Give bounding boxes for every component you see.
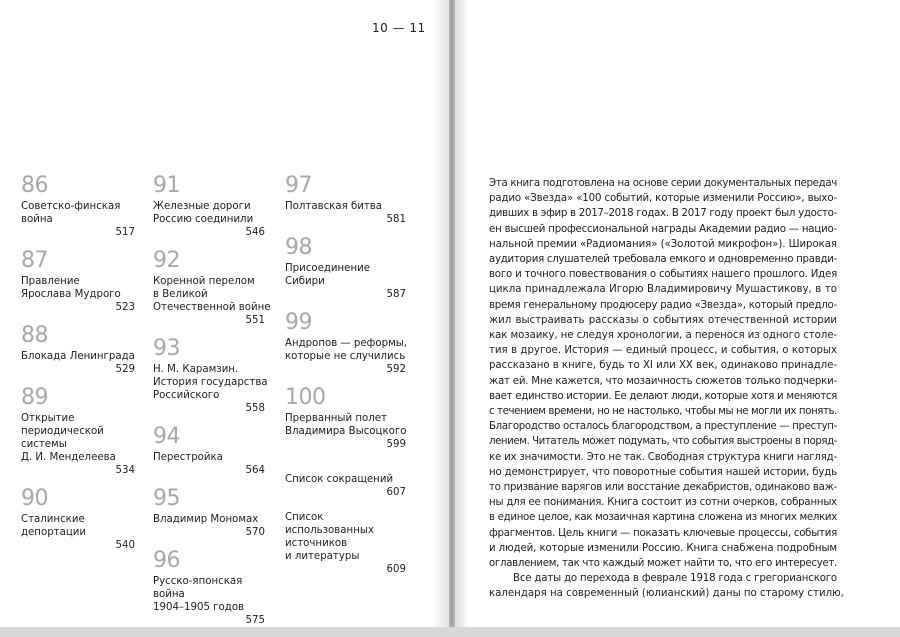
chapter-page: 517 — [115, 227, 135, 238]
body-line: но демонстрирует, что поворотные события нашей истории, будь — [489, 466, 837, 478]
body-line: жил выстраивать рассказы о событиях отечественной истории — [489, 314, 837, 326]
body-line: ны для ее понимания. Книга состоит из сотни очерков, собранных — [489, 497, 837, 509]
chapter-number: 98 — [285, 235, 312, 260]
toc-entry — [21, 174, 143, 239]
toc-entry — [285, 386, 410, 451]
body-line: календаря на современный (юлианский) даны по старому стилю, — [489, 588, 844, 600]
toc-entry — [153, 249, 275, 327]
chapter-page: 558 — [245, 403, 265, 414]
chapter-title: Владимир Мономах — [153, 514, 259, 525]
body-text — [489, 176, 844, 602]
chapter-number: 96 — [153, 548, 180, 573]
body-line: аудитория слушателей требовала емкого и одновременно правди- — [489, 254, 837, 266]
chapter-title: Открытие периодической системы Д. И. Менделеева — [21, 413, 116, 463]
body-line: как мозаику, не следуя хронологии, а перенося из одного столе- — [489, 330, 837, 342]
chapter-title: Перестройка — [153, 452, 223, 463]
chapter-title: Полтавская битва — [285, 201, 383, 212]
chapter-number: 86 — [21, 173, 48, 198]
chapter-page: 551 — [245, 315, 265, 326]
body-line: ке их значимости. Это не так. Свободная структура книги нагляд- — [489, 451, 837, 463]
body-line: Эта книга подготовлена на основе серии документальных передач — [489, 178, 837, 189]
body-line: рассказано в книге, будь то XI или XX век, одинаково принадле- — [489, 360, 837, 372]
chapter-title: Советско-финская война — [21, 201, 121, 225]
chapter-title: Блокада Ленинграда — [21, 351, 135, 362]
chapter-number: 87 — [21, 248, 48, 273]
toc-entry — [285, 236, 410, 301]
toc-entry — [153, 337, 275, 415]
toc-column-1 — [21, 174, 143, 562]
chapter-page: 564 — [245, 465, 265, 476]
chapter-page: 607 — [386, 487, 406, 498]
chapter-page: 546 — [245, 227, 265, 238]
body-line: Благородство осталось благородством, а преступление — преступ- — [489, 421, 837, 433]
body-line: тия в другое. История — единый процесс, и события, о которых — [489, 345, 837, 357]
body-line: нальной премии «Радиомания» («Золотой микрофон»). Широкая — [489, 238, 837, 250]
body-line: в единое целое, как мозаичная картина сложена из многих мелких — [489, 512, 837, 524]
body-line: с течением времени, но не настолько, чтобы мы не могли их понять. — [489, 406, 837, 418]
chapter-page: 523 — [115, 302, 135, 313]
body-line: вает единство истории. Ее делают люди, которые хотя и меняются — [489, 390, 837, 402]
chapter-title: Андропов — реформы, которые не случились — [285, 338, 408, 362]
chapter-title: Коренной перелом в Великой Отечественной войне — [153, 276, 271, 313]
chapter-title: Сталинские депортации — [21, 514, 87, 538]
toc-entry — [153, 425, 275, 477]
toc-entry — [285, 174, 410, 226]
body-line: цикла принадлежала Игорю Владимировичу Мушастикову, в то — [489, 284, 837, 296]
chapter-number: 91 — [153, 173, 180, 198]
toc-entry — [153, 549, 275, 627]
body-line: радио «Звезда» «100 событий, которые изменили Россию», выхо- — [489, 193, 838, 205]
toc-entry — [21, 487, 143, 552]
chapter-page: 534 — [115, 465, 135, 476]
toc-entry — [21, 249, 143, 314]
body-line: вого и точного повествования о событиях нашего прошлого. Идея — [489, 269, 837, 281]
toc-column-3 — [285, 174, 410, 586]
body-line: лением. Читатель может подумать, что события выстроены в поряд- — [489, 436, 837, 448]
chapter-title: Список использованных источников и литературы — [285, 512, 374, 562]
toc-entry — [21, 386, 143, 477]
chapter-number: 92 — [153, 248, 180, 273]
chapter-number: 90 — [21, 486, 48, 511]
chapter-title: Н. М. Карамзин. История государства Российского — [153, 364, 268, 401]
toc-entry — [153, 487, 275, 539]
chapter-page: 540 — [115, 540, 135, 551]
body-line: дивших в эфир в 2017–2018 годах. В 2017 году проект был удосто- — [489, 208, 837, 220]
chapter-title: Правление Ярослава Мудрого — [21, 276, 121, 300]
toc-entry — [285, 473, 410, 499]
body-line: ен высшей профессиональной награды Академии радио — нацио- — [489, 223, 837, 235]
body-line: оглавлением, так что каждый может найти то, что его интересует. — [489, 558, 837, 570]
chapter-page: 570 — [245, 527, 265, 538]
chapter-page: 592 — [386, 364, 406, 375]
chapter-page: 581 — [386, 214, 406, 225]
chapter-number: 99 — [285, 310, 312, 335]
chapter-page: 575 — [245, 615, 265, 626]
chapter-title: Русско-японская война 1904–1905 годов — [153, 576, 245, 613]
chapter-number: 94 — [153, 424, 180, 449]
chapter-title: Список сокращений — [285, 474, 394, 485]
chapter-number: 93 — [153, 336, 180, 361]
body-line: то призвание варягов или восстание декабристов, одинаково важ- — [489, 482, 837, 494]
chapter-number: 89 — [21, 385, 48, 410]
toc-entry — [21, 324, 143, 376]
toc-entry — [285, 511, 410, 576]
chapter-page: 599 — [386, 439, 406, 450]
toc-column-2 — [153, 174, 275, 637]
chapter-number: 97 — [285, 173, 312, 198]
toc-entry — [153, 174, 275, 239]
body-line: фрагментов. Цель книги — показать ключевые процессы, события — [489, 527, 837, 539]
chapter-title: Железные дороги Россию соединили — [153, 201, 254, 225]
body-line: жат ей. Мне кажется, что мозаичность сюжетов только подчерки- — [489, 375, 837, 387]
body-line: время генеральному продюсеру радио «Звезда», который предло- — [489, 299, 837, 311]
body-line: и людей, которые изменили Россию. Книга снабжена подробным — [489, 542, 837, 554]
chapter-number: 95 — [153, 486, 180, 511]
page-number: 10 — 11 — [372, 21, 426, 35]
chapter-title: Присоединение Сибири — [285, 263, 370, 287]
body-line: Все даты до перехода в феврале 1918 года с грегорианского — [513, 573, 837, 585]
chapter-title: Прерванный полет Владимира Высоцкого — [285, 413, 407, 437]
toc-entry — [285, 311, 410, 376]
chapter-number: 88 — [21, 323, 48, 348]
chapter-page: 609 — [386, 564, 406, 575]
chapter-page: 529 — [115, 364, 135, 375]
chapter-page: 587 — [386, 289, 406, 300]
chapter-number: 100 — [285, 385, 326, 410]
